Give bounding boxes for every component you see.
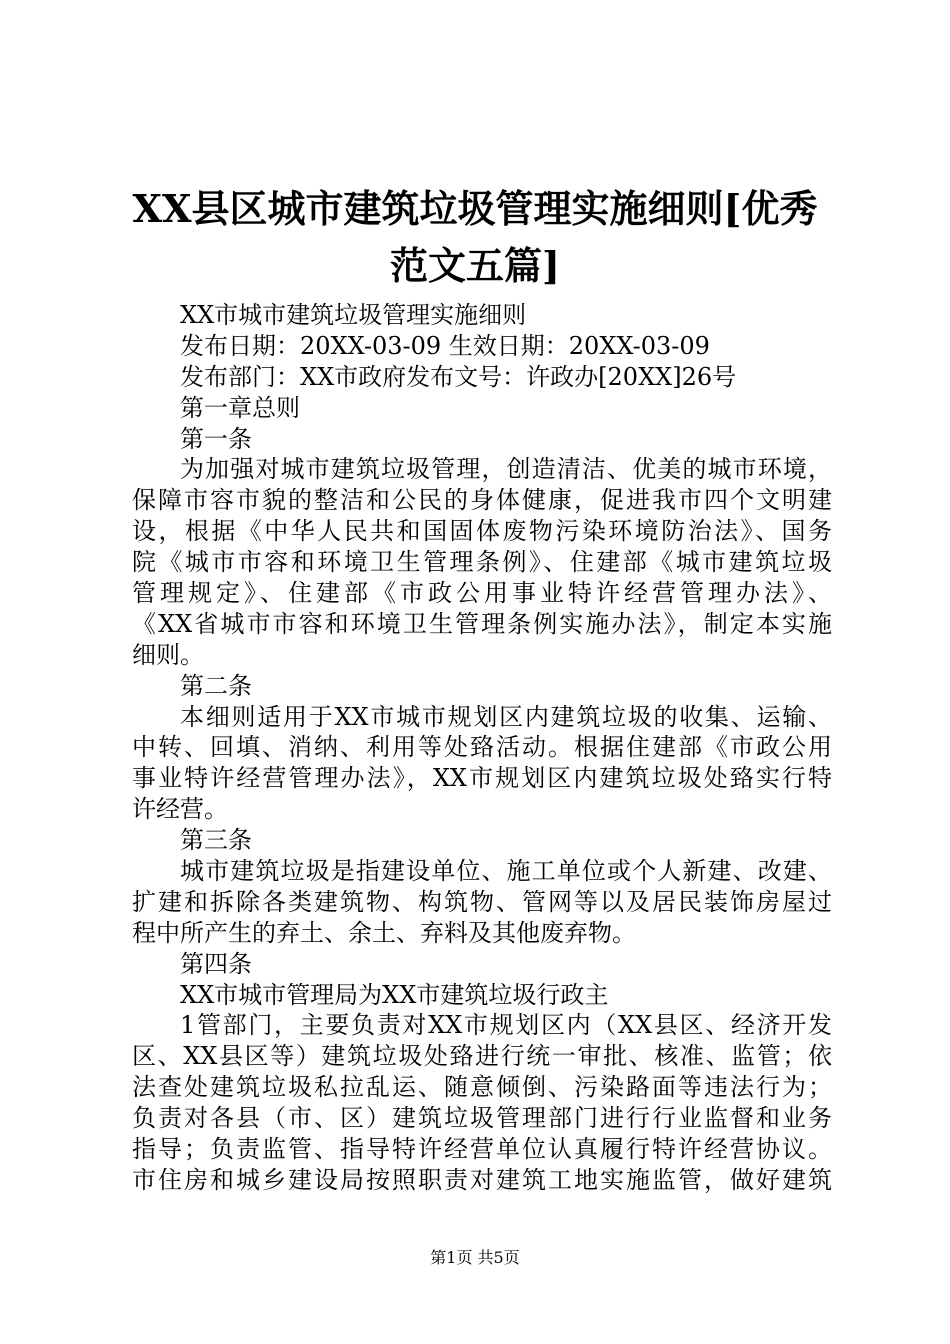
paragraph-line: 为加强对城市建筑垃圾管理，创造清洁、优美的城市环境，: [180, 455, 832, 484]
publish-dept-line: 发布部门：XX市政府发布文号：许政办[20XX]26号: [180, 362, 737, 391]
paragraph-line: 院《城市市容和环境卫生管理条例》、住建部《城市建筑垃圾: [132, 548, 832, 577]
paragraph-line: 负责对各县（市、区）建筑垃圾管理部门进行行业监督和业务: [132, 1104, 832, 1133]
paragraph-line: 事业特许经营管理办法》，XX市规划区内建筑垃圾处臵实行特: [132, 764, 832, 793]
paragraph-line: 细则。: [132, 640, 204, 669]
subtitle-line: XX市城市建筑垃圾管理实施细则: [180, 301, 527, 329]
paragraph-line: 中转、回填、消纳、利用等处臵活动。根据住建部《市政公用: [132, 733, 832, 762]
paragraph-line: 市住房和城乡建设局按照职责对建筑工地实施监管，做好建筑: [132, 1165, 832, 1194]
article-heading: 第一条: [180, 424, 252, 453]
paragraph-line: 本细则适用于XX市城市规划区内建筑垃圾的收集、运输、: [180, 702, 832, 731]
paragraph-line: 许经营。: [132, 795, 228, 824]
page-footer: 第1页 共5页: [430, 1248, 520, 1267]
article-heading: 第三条: [180, 826, 252, 855]
paragraph-line: 程中所产生的弃土、余土、弃料及其他废弃物。: [132, 918, 636, 947]
paragraph-line: 1管部门，主要负责对XX市规划区内（XX县区、经济开发: [180, 1011, 832, 1040]
paragraph-line: 法查处建筑垃圾私拉乱运、随意倾倒、污染路面等违法行为；: [132, 1073, 832, 1102]
paragraph-line: 扩建和拆除各类建筑物、构筑物、管网等以及居民装饰房屋过: [132, 887, 832, 916]
document-title: XX县区城市建筑垃圾管理实施细则[优秀范文五篇]: [132, 186, 818, 288]
chapter-heading: 第一章总则: [180, 393, 300, 422]
paragraph-line: 指导；负责监管、指导特许经营单位认真履行特许经营协议。: [132, 1135, 832, 1164]
paragraph-line: 区、XX县区等）建筑垃圾处臵进行统一审批、核准、监管；依: [132, 1042, 832, 1071]
paragraph-line: 保障市容市貌的整洁和公民的身体健康，促进我市四个文明建: [132, 486, 832, 515]
paragraph-line: XX市城市管理局为XX市建筑垃圾行政主: [180, 980, 609, 1009]
paragraph-line: 设，根据《中华人民共和国固体废物污染环境防治法》、国务: [132, 517, 832, 546]
publish-date-line: 发布日期：20XX-03-09 生效日期：20XX-03-09: [180, 331, 710, 360]
paragraph-line: 城市建筑垃圾是指建设单位、施工单位或个人新建、改建、: [180, 857, 832, 886]
paragraph-line: 《XX省城市市容和环境卫生管理条例实施办法》，制定本实施: [132, 609, 832, 638]
document-body: [132, 300, 832, 1196]
article-heading: 第二条: [180, 671, 252, 700]
paragraph-line: 管理规定》、住建部《市政公用事业特许经营管理办法》、: [132, 579, 832, 608]
article-heading: 第四条: [180, 949, 252, 978]
